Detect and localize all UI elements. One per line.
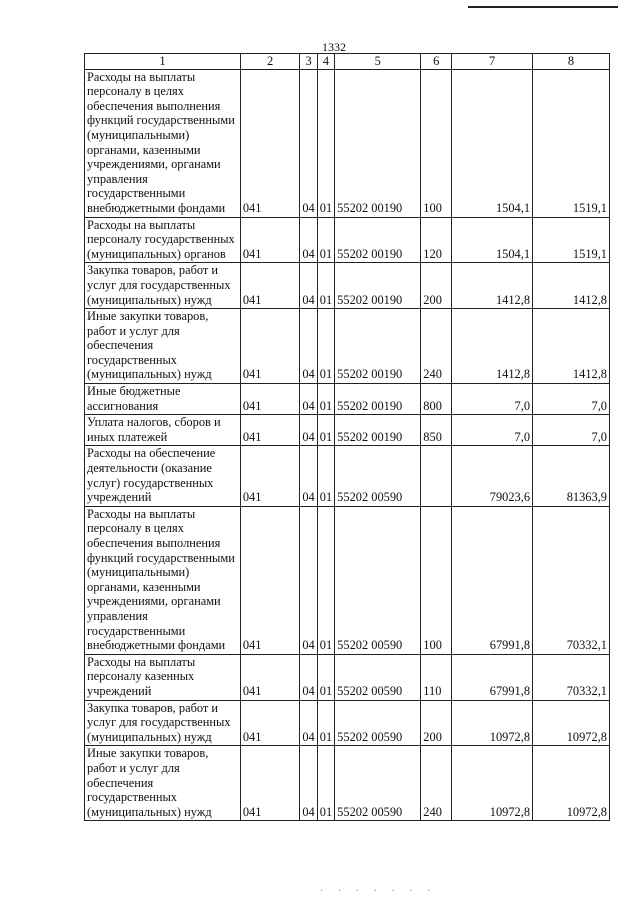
table-row — [85, 263, 610, 309]
expense-name-cell: Уплата налогов, сборов и иных платежей — [85, 415, 241, 446]
section-code-cell: 04 — [300, 263, 317, 309]
amount-col8-cell: 1412,8 — [533, 263, 610, 309]
section-code-cell: 04 — [300, 654, 317, 700]
amount-col7-cell: 7,0 — [452, 415, 533, 446]
scan-noise-dots: · · · · · · · — [320, 886, 437, 897]
ministry-code-cell: 041 — [240, 654, 299, 700]
amount-col8-cell: 81363,9 — [533, 446, 610, 506]
header-col-7: 7 — [452, 54, 533, 70]
expense-type-cell: 110 — [421, 654, 452, 700]
page-number: 1332 — [322, 40, 346, 54]
section-code-cell: 04 — [300, 69, 317, 217]
section-code-cell: 04 — [300, 309, 317, 384]
ministry-code-cell: 041 — [240, 506, 299, 654]
amount-col7-cell: 10972,8 — [452, 700, 533, 746]
table-row — [85, 384, 610, 415]
ministry-code-cell: 041 — [240, 700, 299, 746]
amount-col8-cell: 10972,8 — [533, 746, 610, 821]
amount-col7-cell: 67991,8 — [452, 506, 533, 654]
subsection-code-cell: 01 — [317, 700, 334, 746]
subsection-code-cell: 01 — [317, 446, 334, 506]
subsection-code-cell: 01 — [317, 506, 334, 654]
table-row — [85, 217, 610, 263]
section-code-cell: 04 — [300, 446, 317, 506]
ministry-code-cell: 041 — [240, 746, 299, 821]
subsection-code-cell: 01 — [317, 217, 334, 263]
amount-col8-cell: 7,0 — [533, 384, 610, 415]
target-article-cell: 55202 00590 — [335, 700, 421, 746]
amount-col7-cell: 10972,8 — [452, 746, 533, 821]
target-article-cell: 55202 00190 — [335, 309, 421, 384]
expense-type-cell: 200 — [421, 700, 452, 746]
amount-col7-cell: 79023,6 — [452, 446, 533, 506]
amount-col7-cell: 1504,1 — [452, 69, 533, 217]
target-article-cell: 55202 00190 — [335, 263, 421, 309]
expense-name-cell: Расходы на выплаты персоналу в целях обеспечения выполнения функций государственными (муниципальными) органами, казенными учреждениями, органами управления государственными внебюджетными фондами — [85, 69, 241, 217]
expense-name-cell: Расходы на обеспечение деятельности (оказание услуг) государственных учреждений — [85, 446, 241, 506]
section-code-cell: 04 — [300, 217, 317, 263]
ministry-code-cell: 041 — [240, 69, 299, 217]
subsection-code-cell: 01 — [317, 415, 334, 446]
header-col-3: 3 — [300, 54, 317, 70]
table-row — [85, 309, 610, 384]
ministry-code-cell: 041 — [240, 415, 299, 446]
expense-name-cell: Закупка товаров, работ и услуг для государственных (муниципальных) нужд — [85, 263, 241, 309]
section-code-cell: 04 — [300, 700, 317, 746]
section-code-cell: 04 — [300, 746, 317, 821]
section-code-cell: 04 — [300, 415, 317, 446]
expense-name-cell: Иные закупки товаров, работ и услуг для обеспечения государственных (муниципальных) нужд — [85, 309, 241, 384]
subsection-code-cell: 01 — [317, 309, 334, 384]
table-row — [85, 654, 610, 700]
target-article-cell: 55202 00590 — [335, 506, 421, 654]
expense-type-cell: 120 — [421, 217, 452, 263]
amount-col8-cell: 1412,8 — [533, 309, 610, 384]
header-col-1: 1 — [85, 54, 241, 70]
expense-type-cell: 200 — [421, 263, 452, 309]
ministry-code-cell: 041 — [240, 446, 299, 506]
expense-name-cell: Расходы на выплаты персоналу в целях обеспечения выполнения функций государственными (муниципальными) органами, казенными учреждениями, органами управления государственными внебюджетными фондами — [85, 506, 241, 654]
target-article-cell: 55202 00190 — [335, 415, 421, 446]
ministry-code-cell: 041 — [240, 384, 299, 415]
amount-col7-cell: 7,0 — [452, 384, 533, 415]
header-col-2: 2 — [240, 54, 299, 70]
expense-name-cell: Закупка товаров, работ и услуг для государственных (муниципальных) нужд — [85, 700, 241, 746]
target-article-cell: 55202 00190 — [335, 217, 421, 263]
amount-col7-cell: 1504,1 — [452, 217, 533, 263]
amount-col8-cell: 70332,1 — [533, 506, 610, 654]
expense-name-cell: Расходы на выплаты персоналу государственных (муниципальных) органов — [85, 217, 241, 263]
amount-col8-cell: 7,0 — [533, 415, 610, 446]
budget-table — [84, 53, 610, 821]
table-row — [85, 415, 610, 446]
subsection-code-cell: 01 — [317, 384, 334, 415]
table-row — [85, 69, 610, 217]
ministry-code-cell: 041 — [240, 263, 299, 309]
target-article-cell: 55202 00190 — [335, 69, 421, 217]
expense-type-cell: 100 — [421, 69, 452, 217]
header-col-5: 5 — [335, 54, 421, 70]
expense-type-cell: 800 — [421, 384, 452, 415]
expense-type-cell: 100 — [421, 506, 452, 654]
target-article-cell: 55202 00590 — [335, 446, 421, 506]
amount-col7-cell: 1412,8 — [452, 309, 533, 384]
expense-type-cell: 240 — [421, 746, 452, 821]
amount-col8-cell: 1519,1 — [533, 217, 610, 263]
ministry-code-cell: 041 — [240, 217, 299, 263]
amount-col7-cell: 1412,8 — [452, 263, 533, 309]
amount-col8-cell: 70332,1 — [533, 654, 610, 700]
target-article-cell: 55202 00590 — [335, 746, 421, 821]
table-row — [85, 700, 610, 746]
subsection-code-cell: 01 — [317, 654, 334, 700]
amount-col8-cell: 10972,8 — [533, 700, 610, 746]
expense-type-cell — [421, 446, 452, 506]
top-rule — [468, 6, 618, 8]
subsection-code-cell: 01 — [317, 69, 334, 217]
expense-type-cell: 850 — [421, 415, 452, 446]
subsection-code-cell: 01 — [317, 263, 334, 309]
table-row — [85, 746, 610, 821]
target-article-cell: 55202 00190 — [335, 384, 421, 415]
expense-type-cell: 240 — [421, 309, 452, 384]
section-code-cell: 04 — [300, 506, 317, 654]
ministry-code-cell: 041 — [240, 309, 299, 384]
expense-name-cell: Иные бюджетные ассигнования — [85, 384, 241, 415]
expense-name-cell: Иные закупки товаров, работ и услуг для обеспечения государственных (муниципальных) нужд — [85, 746, 241, 821]
header-col-6: 6 — [421, 54, 452, 70]
amount-col8-cell: 1519,1 — [533, 69, 610, 217]
table-row — [85, 506, 610, 654]
table-row — [85, 446, 610, 506]
header-col-4: 4 — [317, 54, 334, 70]
header-row — [85, 54, 610, 70]
subsection-code-cell: 01 — [317, 746, 334, 821]
amount-col7-cell: 67991,8 — [452, 654, 533, 700]
expense-name-cell: Расходы на выплаты персоналу казенных учреждений — [85, 654, 241, 700]
section-code-cell: 04 — [300, 384, 317, 415]
header-col-8: 8 — [533, 54, 610, 70]
target-article-cell: 55202 00590 — [335, 654, 421, 700]
